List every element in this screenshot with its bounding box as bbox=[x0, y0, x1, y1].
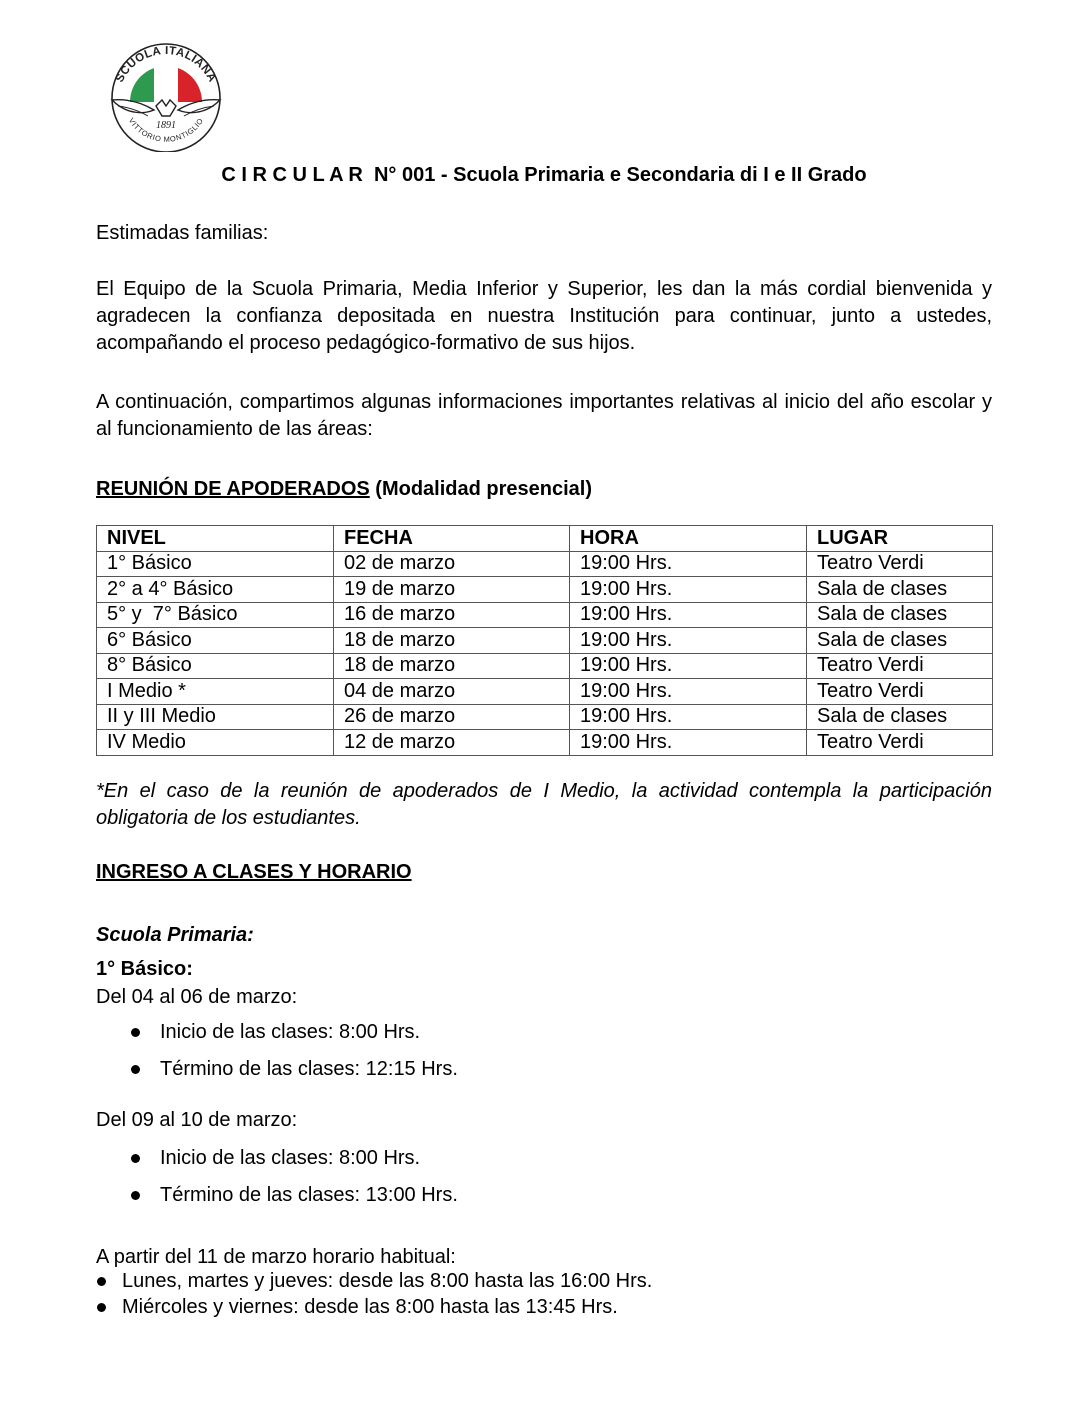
cell-hora: 19:00 Hrs. bbox=[570, 628, 807, 654]
ingreso-heading: INGRESO A CLASES Y HORARIO bbox=[96, 861, 412, 883]
table-row bbox=[97, 653, 993, 679]
cell-fecha: 19 de marzo bbox=[334, 577, 570, 603]
cell-nivel: II y III Medio bbox=[97, 704, 334, 730]
cell-lugar: Teatro Verdi bbox=[807, 551, 993, 577]
table-row bbox=[97, 551, 993, 577]
table-row bbox=[97, 730, 993, 756]
list-item bbox=[96, 1145, 992, 1182]
table-row bbox=[97, 704, 993, 730]
period-2-list bbox=[96, 1145, 992, 1219]
cell-fecha: 02 de marzo bbox=[334, 551, 570, 577]
cell-fecha: 18 de marzo bbox=[334, 653, 570, 679]
cell-nivel: 2° a 4° Básico bbox=[97, 577, 334, 603]
cell-hora: 19:00 Hrs. bbox=[570, 730, 807, 756]
period-2-label: Del 09 al 10 de marzo: bbox=[96, 1109, 298, 1131]
list-item bbox=[96, 1056, 992, 1093]
cell-hora: 19:00 Hrs. bbox=[570, 704, 807, 730]
column-header-hora: HORA bbox=[570, 526, 807, 552]
cell-nivel: 5° y 7° Básico bbox=[97, 602, 334, 628]
table-row bbox=[97, 577, 993, 603]
cell-lugar: Sala de clases bbox=[807, 602, 993, 628]
column-header-nivel: NIVEL bbox=[97, 526, 334, 552]
svg-text:SCUOLA ITALIANA: SCUOLA ITALIANA bbox=[113, 44, 219, 85]
cell-hora: 19:00 Hrs. bbox=[570, 577, 807, 603]
meeting-heading-modality: (Modalidad presencial) bbox=[369, 478, 592, 500]
circular-title: C I R C U L A R N° 001 - Scuola Primaria e Secondaria di I e II Grado bbox=[221, 164, 867, 186]
cell-fecha: 12 de marzo bbox=[334, 730, 570, 756]
svg-text:VITTORIO MONTIGLIO: VITTORIO MONTIGLIO bbox=[126, 116, 206, 144]
column-header-fecha: FECHA bbox=[334, 526, 570, 552]
column-header-lugar: LUGAR bbox=[807, 526, 993, 552]
cell-fecha: 18 de marzo bbox=[334, 628, 570, 654]
school-logo bbox=[104, 40, 228, 152]
bullet-icon bbox=[131, 1154, 140, 1163]
period-1-list bbox=[96, 1019, 992, 1093]
cell-nivel: I Medio * bbox=[97, 679, 334, 705]
cell-hora: 19:00 Hrs. bbox=[570, 653, 807, 679]
intro-paragraph: A continuación, compartimos algunas informaciones importantes relativas al inicio del año escolar y al funcionamiento de las áreas: bbox=[96, 391, 992, 440]
table-row bbox=[97, 679, 993, 705]
meeting-footnote: *En el caso de la reunión de apoderados de I Medio, la actividad contempla la participación obligatoria de los estudiantes. bbox=[96, 780, 992, 829]
list-item-text: Término de las clases: 13:00 Hrs. bbox=[160, 1184, 458, 1206]
cell-nivel: IV Medio bbox=[97, 730, 334, 756]
welcome-paragraph: El Equipo de la Scuola Primaria, Media Inferior y Superior, les dan la más cordial bienvenida y agradecen la confianza depositada en nuestra Institución para continuar, junto a ustedes, acompañando el proceso pedagógico-formativo de sus hijos. bbox=[96, 278, 992, 354]
bullet-icon bbox=[131, 1028, 140, 1037]
bullet-icon bbox=[131, 1191, 140, 1200]
svg-text:1891: 1891 bbox=[156, 120, 176, 131]
list-item bbox=[96, 1182, 992, 1219]
cell-hora: 19:00 Hrs. bbox=[570, 551, 807, 577]
level-1-basico: 1° Básico: bbox=[96, 958, 193, 980]
cell-hora: 19:00 Hrs. bbox=[570, 602, 807, 628]
cell-fecha: 26 de marzo bbox=[334, 704, 570, 730]
meeting-schedule-table bbox=[96, 525, 993, 756]
bullet-icon bbox=[97, 1277, 106, 1286]
cell-hora: 19:00 Hrs. bbox=[570, 679, 807, 705]
meeting-heading bbox=[96, 476, 992, 503]
cell-nivel: 8° Básico bbox=[97, 653, 334, 679]
table-row bbox=[97, 628, 993, 654]
list-item-text: Inicio de las clases: 8:00 Hrs. bbox=[160, 1021, 421, 1043]
section-scuola-primaria: Scuola Primaria: bbox=[96, 924, 254, 946]
list-item-text: Inicio de las clases: 8:00 Hrs. bbox=[160, 1147, 421, 1169]
table-header-row bbox=[97, 526, 993, 552]
greeting: Estimadas familias: bbox=[96, 222, 269, 244]
table-row bbox=[97, 602, 993, 628]
meeting-heading-title: REUNIÓN DE APODERADOS bbox=[96, 478, 370, 500]
list-item bbox=[96, 1294, 992, 1320]
school-crest-icon bbox=[104, 40, 228, 152]
cell-lugar: Sala de clases bbox=[807, 704, 993, 730]
list-item bbox=[96, 1019, 992, 1056]
regular-schedule-list bbox=[96, 1268, 992, 1320]
regular-schedule-label: A partir del 11 de marzo horario habitual: bbox=[96, 1246, 456, 1268]
cell-lugar: Sala de clases bbox=[807, 628, 993, 654]
cell-lugar: Teatro Verdi bbox=[807, 653, 993, 679]
cell-fecha: 16 de marzo bbox=[334, 602, 570, 628]
cell-nivel: 1° Básico bbox=[97, 551, 334, 577]
cell-lugar: Sala de clases bbox=[807, 577, 993, 603]
cell-lugar: Teatro Verdi bbox=[807, 679, 993, 705]
period-1-label: Del 04 al 06 de marzo: bbox=[96, 986, 298, 1008]
bullet-icon bbox=[131, 1065, 140, 1074]
cell-fecha: 04 de marzo bbox=[334, 679, 570, 705]
bullet-icon bbox=[97, 1303, 106, 1312]
list-item-text: Lunes, martes y jueves: desde las 8:00 hasta las 16:00 Hrs. bbox=[122, 1270, 653, 1292]
cell-nivel: 6° Básico bbox=[97, 628, 334, 654]
list-item-text: Miércoles y viernes: desde las 8:00 hasta las 13:45 Hrs. bbox=[122, 1296, 618, 1318]
list-item bbox=[96, 1268, 992, 1294]
cell-lugar: Teatro Verdi bbox=[807, 730, 993, 756]
list-item-text: Término de las clases: 12:15 Hrs. bbox=[160, 1058, 458, 1080]
